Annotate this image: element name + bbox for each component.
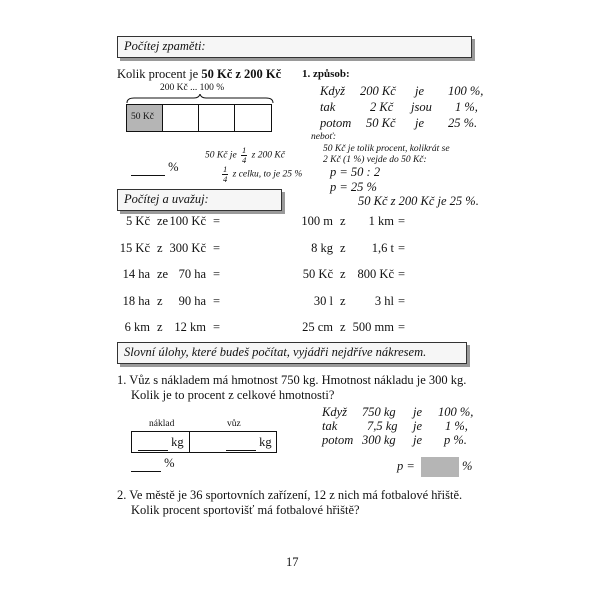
conclusion: 50 Kč z 200 Kč je 25 %.	[358, 194, 479, 208]
p-equals: p =	[397, 459, 415, 473]
section-header-word-problems	[117, 342, 467, 364]
naklad-blank	[138, 435, 184, 451]
exercise-z: z	[157, 240, 163, 255]
section-header-text: Počítej zpaměti:	[124, 39, 206, 53]
question-bold: 50 Kč z 200 Kč	[201, 67, 282, 81]
solve-row	[445, 419, 468, 434]
solve-row	[438, 405, 473, 420]
explain-line-2: 2 Kč (1 %) vejde do 50 Kč:	[323, 155, 427, 165]
unit: kg	[259, 435, 272, 449]
percent-sign: %	[462, 459, 473, 473]
exercise-z: z	[157, 293, 163, 308]
method-row	[320, 84, 345, 99]
exercise-eq: =	[398, 320, 406, 334]
method-row	[370, 100, 393, 115]
exercise-z: ze	[157, 214, 169, 228]
vuz-blank	[226, 435, 272, 451]
cell: p %.	[444, 433, 467, 447]
equation-2: p = 25 %	[330, 180, 377, 194]
exercise-eq: =	[213, 267, 221, 281]
cell: 25 %.	[448, 116, 478, 130]
method-title: 1. způsob:	[302, 68, 350, 80]
frac-den: 4	[223, 174, 228, 184]
cell: je	[413, 419, 423, 433]
exercise-a: 18 ha	[122, 293, 150, 308]
equation-1: p = 50 : 2	[330, 165, 381, 179]
frac-text-b: z 200 Kč	[251, 150, 285, 161]
method-row	[320, 100, 335, 115]
problem-1-answer-percent	[131, 456, 175, 472]
exercise-a: 100 m	[301, 214, 333, 228]
exercise-b: 500 mm	[352, 320, 394, 334]
exercise-z: z	[157, 320, 163, 334]
solve-row	[413, 405, 422, 420]
exercise-b: 800 Kč	[357, 267, 394, 281]
exercise-eq: =	[398, 267, 406, 281]
answer-blank-percent	[131, 160, 179, 176]
cell: 2 Kč	[370, 100, 394, 114]
cell: je	[415, 116, 425, 130]
cell: jsou	[411, 100, 432, 114]
exercise-b: 1,6 t	[371, 240, 394, 255]
solve-row	[413, 433, 422, 448]
exercise-a: 5 Kč	[126, 214, 150, 228]
label-vuz: vůz	[227, 419, 241, 429]
solve-row	[444, 433, 467, 448]
section-header-compute	[117, 189, 282, 211]
first-cell-label: 50 Kč	[131, 112, 154, 122]
exercise-z: z	[340, 320, 346, 334]
cell: Když	[322, 405, 347, 419]
exercise-z: ze	[157, 267, 169, 281]
exercise-b: 70 ha	[178, 267, 206, 281]
exercise-a: 25 cm	[302, 320, 333, 334]
cell: 50 Kč	[366, 116, 396, 130]
frac-num: 1	[242, 145, 247, 155]
fraction-line-1	[205, 146, 285, 165]
exercise-b: 100 Kč	[169, 214, 206, 228]
cell: 100 %,	[438, 405, 474, 419]
brace-label: 200 Kč ... 100 %	[160, 83, 225, 93]
exercise-z: z	[340, 293, 346, 308]
nebot-text: neboť:	[311, 132, 337, 142]
cell: 1 %,	[445, 419, 468, 433]
exercise-z: z	[340, 267, 346, 281]
exercise-z: z	[340, 214, 346, 228]
exercise-eq: =	[398, 214, 406, 228]
section-header-text: Slovní úlohy, které budeš počítat, vyjádři nejdříve nákresem.	[124, 345, 427, 359]
solve-row	[362, 433, 396, 448]
cell: je	[415, 84, 425, 98]
exercise-b: 12 km	[174, 320, 206, 334]
cell: potom	[320, 116, 352, 130]
unit: kg	[171, 435, 184, 449]
exercise-a: 30 l	[313, 293, 333, 308]
bar-cell	[199, 105, 235, 131]
frac-text-c: z celku, to je 25 %	[232, 169, 303, 180]
cell: potom	[322, 433, 354, 447]
exercise-a: 15 Kč	[119, 240, 150, 255]
solve-row	[367, 419, 398, 434]
method-row	[415, 116, 424, 131]
solve-row	[322, 405, 347, 420]
bar-cell	[163, 105, 199, 131]
exercise-b: 90 ha	[178, 293, 206, 308]
fraction-1-4	[222, 165, 228, 184]
exercise-a: 8 kg	[311, 240, 333, 255]
answer-box[interactable]	[421, 457, 459, 477]
solve-row	[413, 419, 422, 434]
method-row	[448, 116, 477, 131]
answer-blank	[131, 160, 165, 176]
exercise-a: 14 ha	[122, 267, 150, 281]
method-row	[411, 100, 432, 115]
cell: 1 %,	[455, 100, 478, 114]
method-row	[320, 116, 351, 131]
exercise-eq: =	[213, 320, 221, 334]
exercise-eq: =	[398, 240, 406, 255]
cell: je	[413, 433, 423, 447]
problem-1-line-1: 1. Vůz s nákladem má hmotnost 750 kg. Hmotnost nákladu je 300 kg.	[117, 373, 467, 387]
solve-row	[362, 405, 396, 420]
section-header-mental-math	[117, 36, 472, 58]
problem-1-bar	[131, 431, 277, 453]
method-row	[455, 100, 478, 115]
percent-sign: %	[164, 456, 175, 470]
brace-icon	[126, 94, 274, 104]
cell: tak	[322, 419, 338, 433]
solve-row	[322, 419, 337, 434]
fraction-1-4	[241, 146, 247, 165]
question-1	[117, 67, 281, 82]
explain-line-1: 50 Kč je tolik procent, kolikrát se	[323, 144, 450, 154]
exercise-b: 1 km	[368, 214, 394, 228]
method-row	[360, 84, 396, 99]
solve-row	[322, 433, 353, 448]
exercise-b: 3 hl	[374, 293, 394, 308]
page-number: 17	[286, 555, 299, 569]
bar-diagram	[126, 104, 272, 132]
cell: Když	[320, 84, 345, 98]
cell: tak	[320, 100, 336, 114]
exercise-z: z	[340, 240, 346, 255]
problem-2-line-1: 2. Ve městě je 36 sportovních zařízení, 12 z nich má fotbalové hřiště.	[117, 488, 463, 502]
exercise-eq: =	[213, 240, 221, 255]
problem-2-line-2: Kolik procent sportovišť má fotbalové hřiště?	[131, 503, 360, 517]
question-prefix: Kolik procent je	[117, 67, 202, 81]
frac-num: 1	[223, 164, 228, 174]
cell: 100 %,	[448, 84, 484, 98]
problem-1-line-2: Kolik je to procent z celkové hmotnosti?	[131, 388, 335, 402]
exercise-eq: =	[398, 293, 406, 308]
cell: je	[413, 405, 423, 419]
method-row	[366, 116, 396, 131]
cell: 200 Kč	[360, 84, 396, 98]
exercise-eq: =	[213, 293, 221, 308]
cell: 300 kg	[362, 433, 396, 447]
exercise-eq: =	[213, 214, 221, 228]
fraction-line-2	[220, 165, 302, 184]
exercise-a: 6 km	[124, 320, 150, 334]
method-row	[448, 84, 483, 99]
cell: 7,5 kg	[367, 419, 398, 433]
frac-text-a: 50 Kč je	[205, 150, 237, 161]
percent-sign: %	[168, 160, 179, 174]
exercise-a: 50 Kč	[302, 267, 333, 281]
label-naklad: náklad	[149, 419, 175, 429]
exercise-b: 300 Kč	[169, 240, 206, 255]
frac-den: 4	[242, 155, 247, 165]
cell: 750 kg	[362, 405, 396, 419]
section-header-text: Počítej a uvažuj:	[124, 192, 209, 206]
method-row	[415, 84, 424, 99]
